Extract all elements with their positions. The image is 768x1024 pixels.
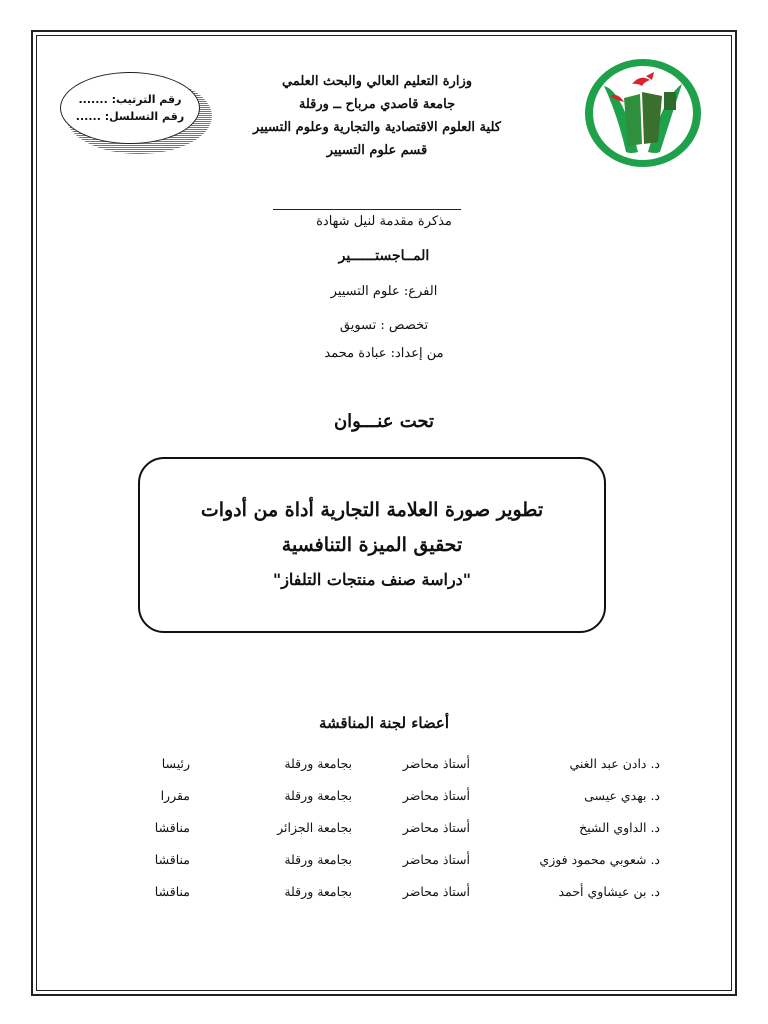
member-name: د. بن عيشاوي أحمد bbox=[558, 884, 660, 899]
committee-title: أعضاء لجنة المناقشة bbox=[318, 714, 450, 732]
committee-row bbox=[150, 820, 660, 852]
ministry-name: وزارة التعليم العالي والبحث العلمي bbox=[281, 74, 473, 89]
member-role: رئيسا bbox=[161, 756, 190, 771]
university-name: جامعة قاصدي مرباح ــ ورقلة bbox=[298, 97, 456, 112]
member-rank: أستاذ محاضر bbox=[402, 756, 470, 771]
member-name: د. شعوبي محمود فوزي bbox=[539, 852, 660, 867]
thesis-title-box bbox=[138, 457, 606, 633]
member-name: د. الداوي الشيخ bbox=[579, 820, 660, 835]
presented-for: مذكرة مقدمة لنيل شهادة bbox=[316, 214, 452, 229]
divider-line bbox=[273, 209, 461, 210]
serial-label: رقم التسلسل: ...... bbox=[75, 110, 185, 123]
faculty-name: كلية العلوم الاقتصادية والتجارية وعلوم التسيير bbox=[253, 120, 501, 135]
thesis-title-line1: تطوير صورة العلامة التجارية أداة من أدوات bbox=[200, 499, 544, 521]
member-role: مناقشا bbox=[154, 820, 190, 835]
committee-row bbox=[150, 756, 660, 788]
member-rank: أستاذ محاضر bbox=[402, 852, 470, 867]
member-rank: أستاذ محاضر bbox=[402, 788, 470, 803]
member-university: بجامعة ورقلة bbox=[284, 756, 352, 771]
member-role: مناقشا bbox=[154, 852, 190, 867]
member-university: بجامعة ورقلة bbox=[284, 788, 352, 803]
under-title-heading: تحت عنـــوان bbox=[333, 411, 435, 432]
thesis-title-line2: تحقيق الميزة التنافسية bbox=[281, 534, 463, 556]
member-name: د. دادن عبد الغني bbox=[569, 756, 660, 771]
member-university: بجامعة ورقلة bbox=[284, 884, 352, 899]
branch: الفرع: علوم التسيير bbox=[330, 284, 438, 299]
university-logo-icon bbox=[582, 56, 704, 170]
member-rank: أستاذ محاضر bbox=[402, 884, 470, 899]
author: من إعداد: عبادة محمد bbox=[324, 346, 444, 361]
member-role: مقررا bbox=[160, 788, 190, 803]
reference-oval bbox=[60, 72, 200, 144]
member-university: بجامعة ورقلة bbox=[284, 852, 352, 867]
member-name: د. بهدي عيسى bbox=[584, 788, 660, 803]
thesis-subtitle: "دراسة صنف منتجات التلفاز" bbox=[272, 570, 472, 589]
degree-name: المــاجستــــــير bbox=[338, 248, 430, 264]
rank-label: رقم الترتيب: ....... bbox=[78, 93, 182, 106]
institution-header bbox=[212, 70, 542, 162]
committee-row bbox=[150, 884, 660, 916]
committee-list bbox=[150, 756, 660, 916]
member-university: بجامعة الجزائر bbox=[277, 820, 352, 835]
committee-row bbox=[150, 788, 660, 820]
member-rank: أستاذ محاضر bbox=[402, 820, 470, 835]
department-name: قسم علوم التسيير bbox=[326, 143, 428, 158]
committee-row bbox=[150, 852, 660, 884]
specialty: تخصص : تسويق bbox=[339, 318, 429, 333]
member-role: مناقشا bbox=[154, 884, 190, 899]
